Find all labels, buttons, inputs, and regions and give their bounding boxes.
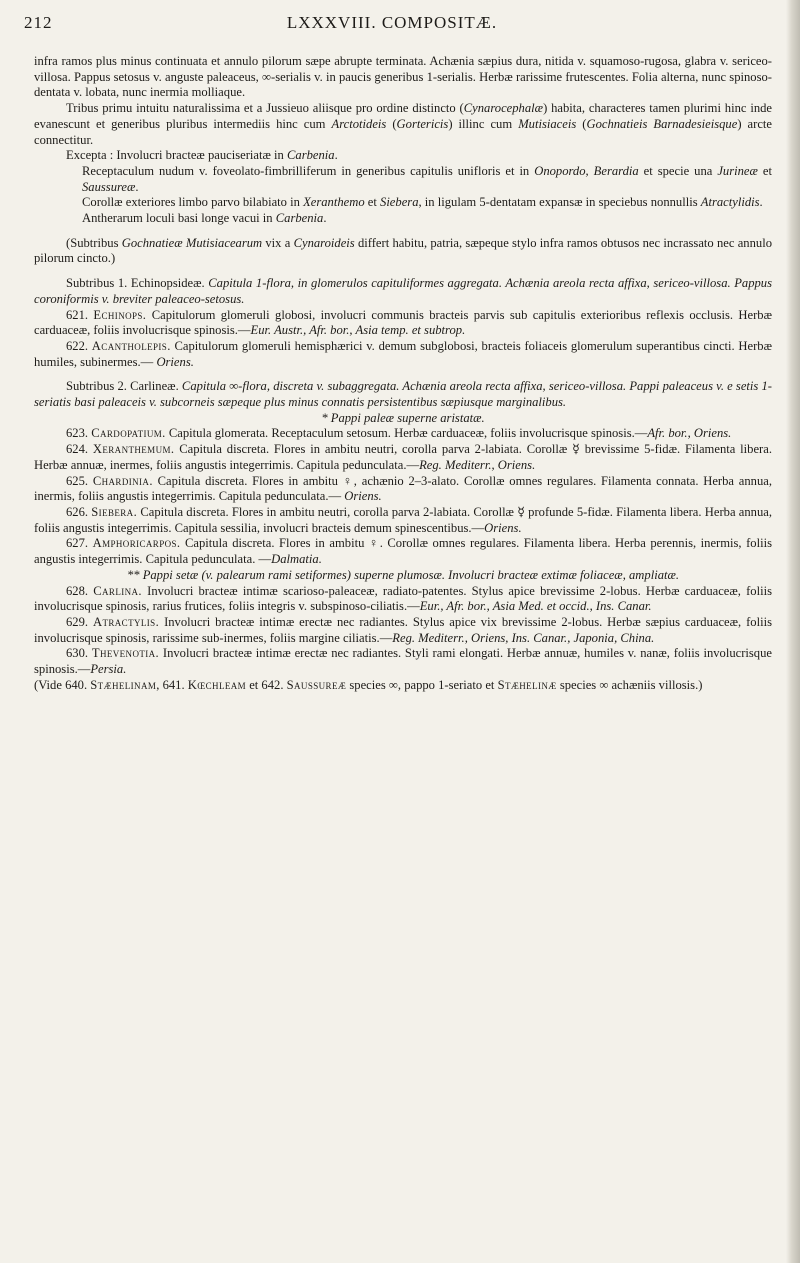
- section-heading-1: * Pappi paleæ superne aristatæ.: [321, 410, 485, 425]
- section-heading-2: ** Pappi setæ (v. palearum rami setiformes) superne plumosæ. Involucri bracteæ extimæ foliaceæ, ampliatæ.: [126, 567, 680, 582]
- paragraph-continuation: infra ramos plus minus continuata et annulo pilorum sæpe abrupte terminata. Achænia sæpius dura, nitida v. squamoso-rugosa, glabra v. sericeo-villosa. Pappus setosus v. anguste paleaceus, ∞-serialis v. in paucis generibus 1-serialis. Herbæ rarissime frutescentes. Folia alterna, nunc spinoso-dentata v. lobata, nunc inermia molliaque.: [34, 54, 772, 100]
- excepta-antherae: Antherarum loculi basi longe vacui in Carbenia.: [82, 211, 327, 226]
- subtribus-1: Subtribus 1. Echinopsideæ. Capitula 1-flora, in glomerulos capituliformes aggregata. Achænia areola recta affixa, sericeo-villosa. Pappus coroniformis v. breviter paleaceo-setosus.: [34, 276, 772, 306]
- genus-622: 622. Acantholepis. Capitulorum glomeruli hemisphærici v. demum subglobosi, bracteis foliaceis glomerulum superantibus cincti. Herbæ humiles, subinermes.— Oriens.: [34, 338, 772, 369]
- genus-628: 628. Carlina. Involucri bracteæ intimæ scarioso-paleaceæ, radiato-patentes. Stylus apice brevissime 2-lobus. Herbæ carduaceæ, foliis involucrisque spinosis, rarius frutices, foliis integris v. subspinoso-ciliatis.—Eur., Afr. bor., Asia Med. et occid., Ins. Canar.: [34, 583, 773, 614]
- genus-629: 629. Atractylis. Involucri bracteæ intimæ erectæ nec radiantes. Stylus apice vix brevissime 2-lobus. Herbæ sæpius carduaceæ, foliis involucrisque spinosis, rarissime sub-inermes, foliis margine ciliatis.—Reg. Mediterr., Oriens, Ins. Canar., Japonia, China.: [34, 614, 772, 645]
- genus-630: 630. Thevenotia. Involucri bracteæ intimæ erectæ nec radiantes. Styli rami elongati. Herbæ annuæ, humiles v. nanæ, foliis involucrisque spinosis.—Persia.: [34, 646, 772, 677]
- vide-note: (Vide 640. Stæhelinam, 641. Kœchleam et 642. Saussureæ species ∞, pappo 1-seriato et Stæhelinæ species ∞ achæniis villosis.): [34, 677, 703, 692]
- page-edge-shadow: [786, 0, 800, 1263]
- excepta-receptaculum: Receptaculum nudum v. foveolato-fimbrilliferum in generibus capitulis unifloris et in Onopordo, Berardia et specie una Jurineæ et Saussureæ.: [82, 163, 772, 194]
- genus-621: 621. Echinops. Capitulorum glomeruli globosi, involucri communis bracteis parvis sub capitulis exterioribus reflexis occlusis. Herbæ carduaceæ, foliis involucrisque spinosis.—Eur. Austr., Afr. bor., Asia temp. et subtrop.: [34, 307, 772, 338]
- genus-626: 626. Siebera. Capitula discreta. Flores in ambitu neutri, corolla parva 2-labiata. Corollæ ☿ profunde 5-fidæ. Filamenta libera. Herba annua, foliis angustis integerrimis. Capitula sessilia, involucri bracteis demum spinescentibus.—Oriens.: [34, 504, 772, 535]
- subtribus-2: Subtribus 2. Carlineæ. Capitula ∞-flora, discreta v. subaggregata. Achænia areola recta affixa, sericeo-villosa. Pappi paleaceus v. e setis 1-seriatis basi paleaceis v. subcorneis sæpeque plus minus connatis persistentibus sæpiusque marginalibus.: [34, 379, 772, 410]
- genus-623: 623. Cardopatium. Capitula glomerata. Receptaculum setosum. Herbæ carduaceæ, foliis involucrisque spinosis.—Afr. bor., Oriens.: [66, 426, 732, 441]
- excepta-lead: Excepta : Involucri bracteæ pauciseriatæ in Carbenia.: [66, 148, 338, 163]
- genus-624: 624. Xeranthemum. Capitula discreta. Flores in ambitu neutri, corolla parva 2-labiata. Corollæ ☿ brevissime 5-fidæ. Filamenta libera. Herbæ annuæ, inermes, foliis angustis integerrimis. Capitula pedunculata.—Reg. Mediterr., Oriens.: [34, 442, 772, 472]
- subtribus-note: (Subtribus Gochnatieæ Mutisiacearum vix a Cynaroideis differt habitu, patria, sæpeque stylo infra ramos obtusos nec incrassato nec annulo pilorum cincto.): [34, 235, 772, 266]
- excepta-corollae: Corollæ exteriores limbo parvo bilabiato in Xeranthemo et Siebera, in ligulam 5-dentatam expansæ in speciebus nonnullis Atractylidis.: [82, 195, 763, 210]
- genus-627: 627. Amphoricarpos. Capitula discreta. Flores in ambitu ♀. Corollæ omnes regulares. Filamenta libera. Herba perennis, inermis, foliis angustis integerrimis. Capitula pedunculata. —Dalmatia.: [34, 536, 773, 567]
- running-title: LXXXVIII. COMPOSITÆ.: [286, 13, 498, 32]
- page-number: 212: [24, 13, 53, 32]
- page-header: [24, 8, 760, 38]
- genus-625: 625. Chardinia. Capitula discreta. Flores in ambitu ♀, achænio 2–3-alato. Corollæ omnes regulares. Filamenta connata. Herba annua, inermis, foliis angustis integerrimis. Capitula pedunculata.— Oriens.: [34, 473, 772, 504]
- page-body: [34, 54, 772, 693]
- paragraph-tribus: Tribus primu intuitu naturalissima et a Jussieuo aliisque pro ordine distincto (Cynarocephalæ) habita, characteres tamen plurimi hinc inde evanescunt et generibus pluribus intermediis hinc cum Arctotideis (Gortericis) illinc cum Mutisiaceis (Gochnatieis Barnadesieisque) arcte connectitur.: [34, 101, 773, 147]
